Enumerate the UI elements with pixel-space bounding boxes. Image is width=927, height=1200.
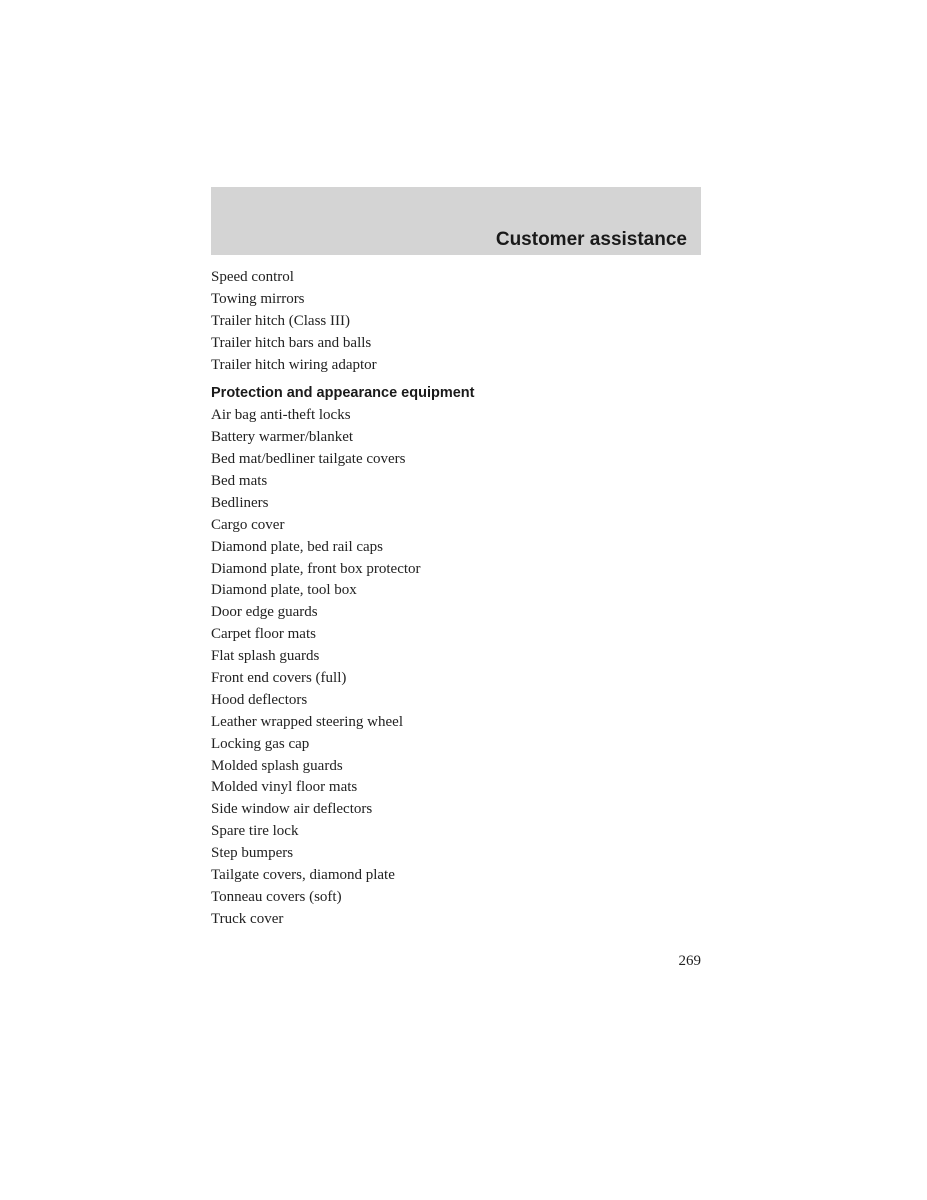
accessory-list (211, 267, 701, 931)
list-item: Bed mat/bedliner tailgate covers (211, 451, 406, 468)
list-item: Trailer hitch (Class III) (211, 312, 350, 329)
list-item: Side window air deflectors (211, 801, 373, 818)
list-item: Molded splash guards (211, 757, 343, 774)
section-heading: Protection and appearance equipment (211, 385, 475, 402)
list-item: Bed mats (211, 473, 268, 490)
list-item: Diamond plate, bed rail caps (211, 538, 384, 555)
list-item: Front end covers (full) (211, 670, 347, 687)
list-item: Cargo cover (211, 516, 285, 533)
list-item: Spare tire lock (211, 823, 299, 840)
list-item: Locking gas cap (211, 735, 310, 752)
list-item: Trailer hitch wiring adaptor (211, 356, 377, 373)
list-item: Leather wrapped steering wheel (211, 713, 403, 730)
list-item: Carpet floor mats (211, 626, 316, 643)
list-item: Molded vinyl floor mats (211, 779, 358, 796)
list-item: Hood deflectors (211, 691, 308, 708)
list-item: Towing mirrors (211, 290, 305, 307)
list-item: Diamond plate, front box protector (211, 560, 421, 577)
list-item: Air bag anti-theft locks (211, 407, 351, 424)
list-item: Truck cover (211, 910, 284, 927)
list-item: Battery warmer/blanket (211, 429, 354, 446)
list-item: Trailer hitch bars and balls (211, 334, 372, 351)
list-item: Step bumpers (211, 845, 294, 862)
list-item: Diamond plate, tool box (211, 582, 357, 599)
list-item: Bedliners (211, 494, 269, 511)
list-item: Speed control (211, 269, 294, 285)
list-item: Door edge guards (211, 604, 318, 621)
list-item: Tonneau covers (soft) (211, 888, 342, 905)
list-item: Tailgate covers, diamond plate (211, 867, 395, 884)
page-number: 269 (678, 953, 701, 969)
section-header-band (211, 187, 701, 255)
page-title: Customer assistance (495, 229, 687, 250)
list-item: Flat splash guards (211, 648, 320, 665)
